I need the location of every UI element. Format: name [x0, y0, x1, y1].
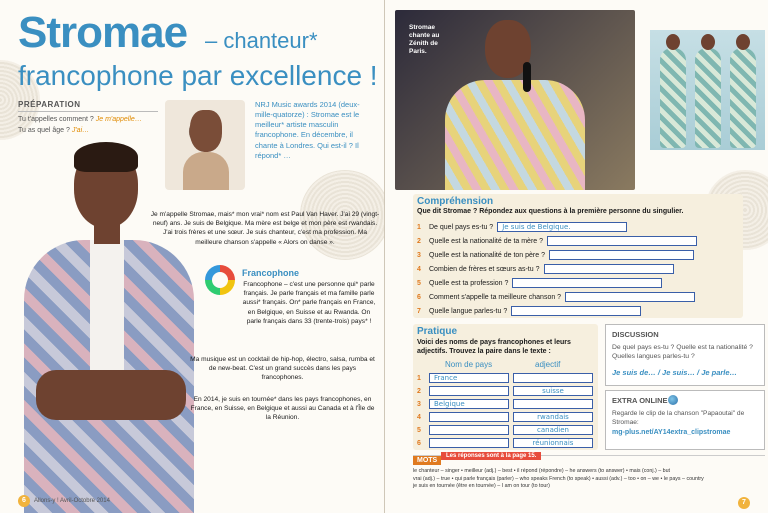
question-number: 6 — [417, 293, 421, 301]
prep-q2-text: Tu as quel âge ? — [18, 127, 70, 134]
question-row — [417, 306, 641, 316]
title-subtitle: – chanteur* — [205, 28, 318, 53]
comprehension-heading: Compréhension — [417, 196, 494, 207]
country-field[interactable] — [429, 412, 509, 422]
page-number: 6 — [18, 495, 30, 507]
vocab-line: vrai (adj.) – true • qui parle français (parler) – who speaks French (to speak) • aussi (adv.) – too • on – we • le pays – country — [413, 475, 704, 482]
adjective-field[interactable]: suisse — [513, 386, 593, 396]
pair-number: 6 — [417, 439, 421, 447]
pair-row — [417, 399, 593, 409]
preparation-heading: PRÉPARATION — [18, 100, 158, 112]
question-text: Quelle est ta profession ? — [429, 279, 509, 287]
country-field[interactable] — [429, 386, 509, 396]
adjective-field[interactable]: rwandais — [513, 412, 593, 422]
discussion-text: De quel pays es-tu ? Quelle est ta nationalité ? Quelles langues parles-tu ? — [612, 344, 753, 361]
question-text: Quelle est la nationalité de ton père ? — [429, 251, 545, 259]
question-row — [417, 250, 694, 260]
stromae-portrait-photo — [8, 140, 208, 513]
francophone-paragraph: Francophone – c'est une personne qui* parle français. Je parle français et ma famille parle aussi* français. On* parle français en France, en Belgique, en Suisse et au Rwanda. On parle français dans 33 (trente-trois) pays* ! — [242, 281, 376, 325]
question-text: Combien de frères et sœurs as-tu ? — [429, 265, 540, 273]
question-row — [417, 264, 674, 274]
answer-field[interactable] — [549, 250, 694, 260]
concert-photo — [395, 10, 635, 190]
question-text: Quelle langue parles-tu ? — [429, 307, 508, 315]
question-number: 3 — [417, 251, 421, 259]
country-field[interactable] — [429, 425, 509, 435]
prep-a2-text: J'ai… — [71, 127, 90, 134]
vocab-line: je suis en tournée (être en tournée) – I am on tour (to tour) — [413, 483, 550, 490]
title-line-2: francophone par excellence ! — [18, 60, 378, 91]
magazine-footer: Allons-y ! Avril-Octobre 2014 — [34, 498, 110, 504]
pair-number: 3 — [417, 400, 421, 408]
pair-row — [417, 386, 593, 396]
question-number: 5 — [417, 279, 421, 287]
answer-field[interactable] — [547, 236, 697, 246]
question-number: 7 — [417, 307, 421, 315]
prep-a1-text: Je m'appelle… — [95, 116, 142, 123]
right-page — [384, 0, 768, 513]
prep-question-1 — [18, 116, 142, 123]
adjective-field[interactable] — [513, 399, 593, 409]
adjective-field[interactable]: réunionnais — [513, 438, 593, 448]
prep-q1-text: Tu t'appelles comment ? — [18, 116, 94, 123]
page-title: Stromae — [18, 8, 188, 57]
pratique-instructions: Voici des noms de pays francophones et leurs adjectifs. Trouvez la paire dans le texte : — [417, 339, 571, 356]
question-number: 2 — [417, 237, 421, 245]
discussion-answer-prompt: Je suis de… / Je suis… / Je parle… — [612, 368, 738, 377]
column-header-country: Nom de pays — [445, 360, 493, 369]
intro-paragraph: Je m'appelle Stromae, mais* mon vrai* nom est Paul Van Haver. J'ai 29 (vingt-neuf) ans. Je suis de Belgique. Ma mère est belge et mon père est rwandais. J'ai trois frères et une sœur. Je suis chanteur, c'est ma profession. Ma meilleure chanson s'appelle « Alors on danse ». — [150, 211, 380, 246]
pair-row — [417, 412, 593, 422]
country-field[interactable]: Belgique — [429, 399, 509, 409]
question-row — [417, 236, 697, 246]
question-row — [417, 278, 662, 288]
extra-online-heading: EXTRA ONLINE — [612, 396, 668, 405]
answer-field[interactable] — [511, 306, 641, 316]
pair-row — [417, 438, 593, 448]
question-number: 4 — [417, 265, 421, 273]
answers-note: Les réponses sont à la page 15. — [441, 452, 541, 460]
pair-number: 2 — [417, 387, 421, 395]
answer-field[interactable] — [544, 264, 674, 274]
francophone-circle-icon — [205, 265, 235, 295]
answer-field[interactable] — [512, 278, 662, 288]
question-row — [417, 222, 627, 232]
tour-paragraph: En 2014, je suis en tournée* dans les pays francophones, en France, en Suisse, en Belgique et aussi au Canada et à l'Île de la Réunion. — [190, 396, 375, 422]
country-field[interactable] — [429, 438, 509, 448]
left-footer — [18, 495, 110, 507]
comprehension-instructions: Que dit Stromae ? Répondez aux questions à la première personne du singulier. — [417, 208, 684, 215]
adjective-field[interactable] — [513, 373, 593, 383]
column-header-adjective: adjectif — [535, 360, 561, 369]
question-row — [417, 292, 695, 302]
nrj-intro-text: NRJ Music awards 2014 (deux-mille-quatorze) : Stromae est le meilleur* artiste masculin francophone. En décembre, il chante à Londres. Qui est-il ? Il répond* … — [255, 100, 360, 160]
question-text: Quelle est la nationalité de ta mère ? — [429, 237, 544, 245]
question-text: De quel pays es-tu ? — [429, 223, 494, 231]
question-number: 1 — [417, 223, 421, 231]
pair-number: 4 — [417, 413, 421, 421]
country-field[interactable]: France — [429, 373, 509, 383]
music-paragraph: Ma musique est un cocktail de hip-hop, électro, salsa, rumba et de new-beat. C'est un grand succès dans les pays francophones. — [190, 356, 375, 382]
pair-row — [417, 425, 593, 435]
francophone-heading: Francophone — [242, 268, 300, 278]
prep-question-2 — [18, 127, 89, 134]
pair-number: 1 — [417, 374, 421, 382]
extra-online-text: Regarde le clip de la chanson "Papaoutai" de Stromae: — [612, 410, 745, 426]
pair-number: 5 — [417, 426, 421, 434]
vocab-line: le chanteur – singer • meilleur (adj.) – best • il répond (répondre) – he answers (to answer) • mais (conj.) – but — [413, 468, 670, 474]
vocabulary-tag: MOTS — [413, 456, 441, 465]
adjective-field[interactable]: canadien — [513, 425, 593, 435]
stage-outfit-photo — [650, 30, 765, 150]
pair-row — [417, 373, 593, 383]
page-number: 7 — [738, 497, 750, 509]
vocabulary-list — [413, 468, 763, 491]
discussion-heading: DISCUSSION — [612, 330, 659, 339]
extra-online-link[interactable]: mg-plus.net/AY14extra_clipstromae — [612, 429, 731, 436]
photo-caption: Stromae chante au Zénith de Paris. — [409, 24, 440, 56]
answer-field[interactable] — [565, 292, 695, 302]
globe-icon — [668, 395, 678, 405]
answer-field[interactable]: Je suis de Belgique. — [497, 222, 627, 232]
question-text: Comment s'appelle ta meilleure chanson ? — [429, 293, 562, 301]
pratique-heading: Pratique — [417, 326, 458, 337]
